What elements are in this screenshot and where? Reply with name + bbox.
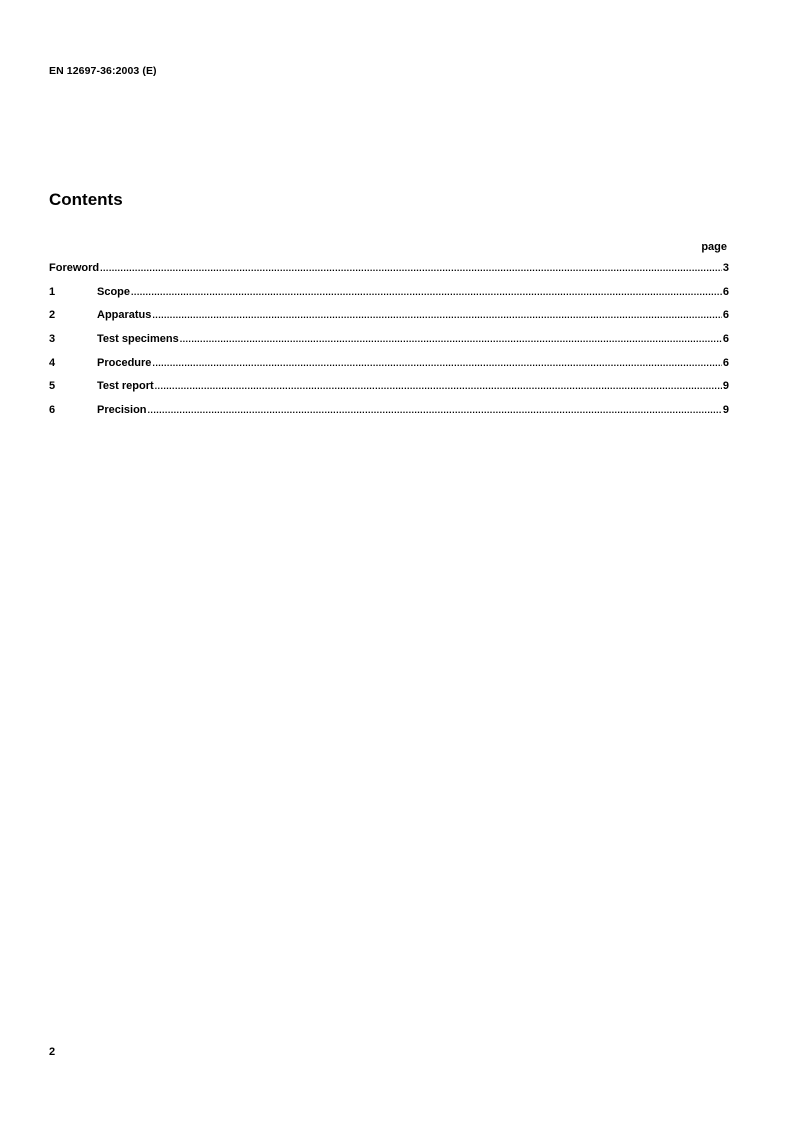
toc-entry-number: 3 (49, 333, 56, 346)
toc-entry-title: Test specimens (97, 333, 179, 346)
toc-leader-dots (100, 262, 722, 274)
toc-entry-title: Scope (97, 285, 131, 298)
toc-entry-page: 6 (722, 309, 729, 322)
toc-entry-title: Apparatus (97, 309, 152, 322)
toc-entry-page: 6 (722, 356, 729, 369)
toc-entry-page: 6 (722, 285, 729, 298)
toc-entry-title: Precision (97, 404, 147, 417)
toc-entry-foreword[interactable] (49, 262, 729, 286)
toc-leader-dots (180, 333, 722, 345)
toc-entry-number: 6 (49, 404, 56, 417)
document-header: EN 12697-36:2003 (E) (49, 65, 157, 77)
toc-entry-number: 2 (49, 309, 56, 322)
toc-leader-dots (152, 309, 721, 321)
toc-entry-page: 9 (722, 404, 729, 417)
page-column-label: page (701, 241, 727, 253)
toc-entry-test-report[interactable] (49, 380, 729, 404)
toc-leader-dots (152, 357, 721, 369)
toc-entry-title: Procedure (97, 356, 152, 369)
toc-entry-number: 5 (49, 380, 56, 393)
toc-entry-number: 1 (49, 285, 56, 298)
toc-entry-precision[interactable] (49, 404, 729, 428)
toc-entry-page: 9 (722, 380, 729, 393)
toc-leader-dots (155, 380, 722, 392)
toc-entry-procedure[interactable] (49, 357, 729, 381)
toc-entry-page: 6 (722, 333, 729, 346)
toc-entry-title: Test report (97, 380, 154, 393)
table-of-contents (49, 262, 729, 428)
toc-entry-apparatus[interactable] (49, 309, 729, 333)
toc-leader-dots (131, 286, 722, 298)
toc-entry-scope[interactable] (49, 286, 729, 310)
page-number: 2 (49, 1046, 56, 1058)
contents-title: Contents (49, 190, 123, 209)
toc-leader-dots (148, 404, 722, 416)
toc-entry-number: 4 (49, 356, 56, 369)
toc-entry-test-specimens[interactable] (49, 333, 729, 357)
toc-entry-page: 3 (722, 262, 729, 274)
toc-entry-title: Foreword (49, 262, 100, 274)
